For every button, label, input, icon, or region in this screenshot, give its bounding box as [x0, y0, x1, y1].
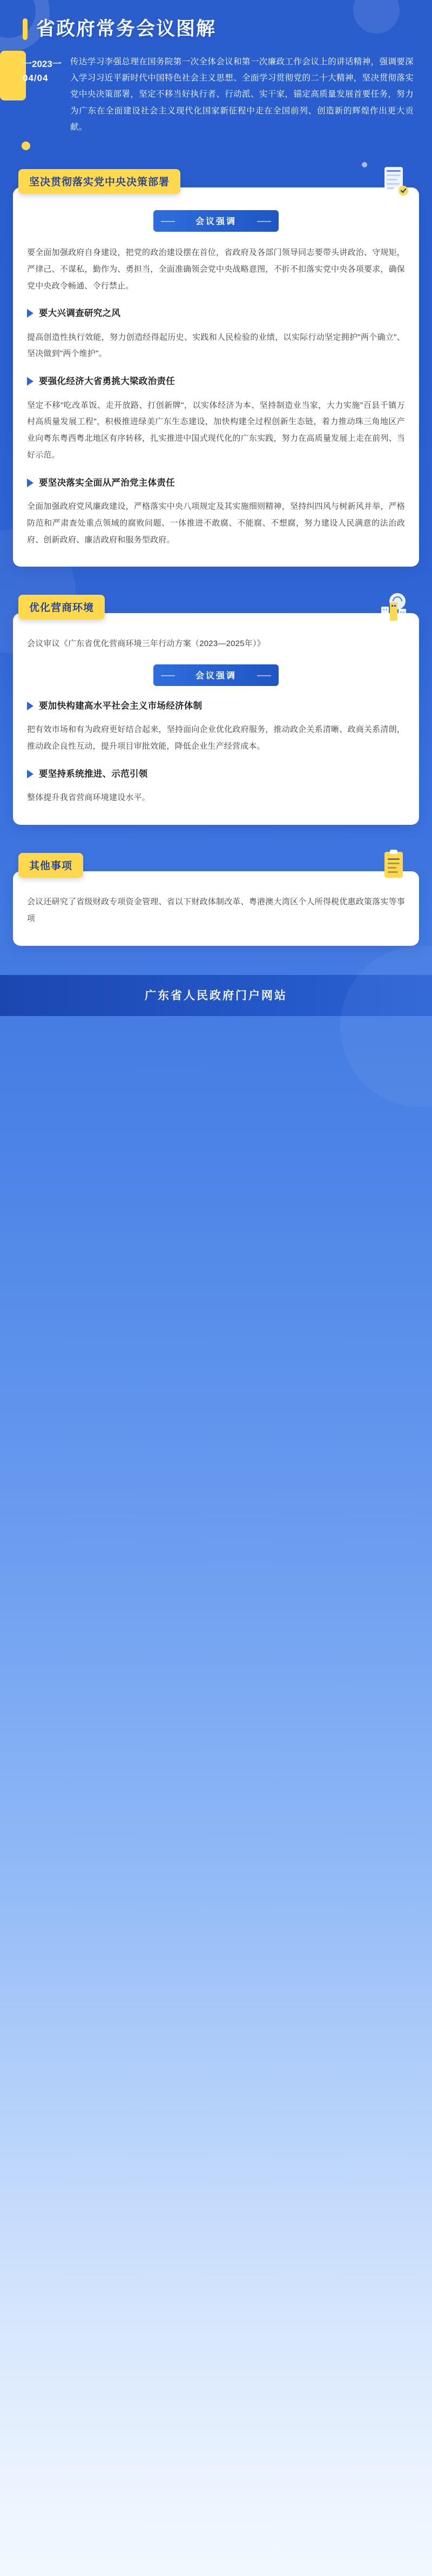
paragraph: 全面加强政府党风廉政建设，严格落实中央八项规定及其实施细则精神，坚持纠四风与树新风并举，严格防范和严肃查处重点领域的腐败问题、一体推进不敢腐、不能腐、不想腐，努力建设人民满意的法治政府、创新政府、廉洁政府和服务型政府。: [27, 502, 405, 544]
date-year: 一2023一: [23, 59, 62, 69]
paragraph: 会议还研究了省级财政专项资金管理、省以下财政体制改革、粤港澳大湾区个人所得税优惠政策落实等事项: [27, 897, 405, 923]
clipboard-icon: [379, 849, 409, 882]
section-title-chip: 优化营商环境: [18, 595, 105, 620]
title-accent-bar: [23, 18, 28, 40]
emphasis-banner: 会议强调: [153, 664, 279, 686]
decor-blob-right: [340, 945, 432, 1107]
page-header: [0, 0, 432, 141]
triangle-bullet-icon: [27, 770, 33, 778]
triangle-bullet-icon: [27, 479, 33, 487]
section-card: [13, 613, 419, 825]
triangle-bullet-icon: [27, 309, 33, 318]
section-card: [13, 871, 419, 946]
subheading-label: 要加快构建高水平社会主义市场经济体制: [39, 701, 202, 711]
section-title-chip: 其他事项: [18, 853, 83, 878]
intro-block: [0, 54, 432, 136]
page-footer: [0, 975, 432, 1016]
section-other-matters: [0, 849, 432, 946]
paragraph: 把有效市场和有为政府更好结合起来，坚持面向企业优化政府服务，推动政企关系清晰、政商关系清朗，推动政企良性互动，提升项目审批效能，降低企业生产经营成本。: [27, 725, 405, 751]
subheading-label: 要坚决落实全面从严治党主体责任: [39, 477, 175, 488]
subheading-label: 要大兴调查研究之风: [39, 308, 121, 319]
paragraph: 坚定不移"吃改革饭、走开放路、打创新牌"，以实体经济为本、坚持制造业当家，大力实施"百县千镇万村高质量发展工程"，积极推进绿美广东生态建设，加快构建全过程创新生态链，着力推动珠三角地区产业向粤东粤西粤北地区有序转移，扎实推进中国式现代化的广东实践，努力在高质量发展上走在前列、当好示范。: [27, 400, 405, 460]
section-header: [0, 590, 432, 624]
section-title-chip: 坚决贯彻落实党中央决策部署: [18, 169, 180, 194]
paragraph: 要全面加强政府自身建设，把党的政治建设摆在首位，省政府及各部门领导同志要带头讲政治、守规矩，严律己、不谋私，勤作为、勇担当，全面准确领会党中央战略意图，不折不扣落实党中央各项要求，确保党中央政令畅通、令行禁止。: [27, 248, 405, 291]
decor-dot-yellow: [22, 142, 30, 150]
triangle-bullet-icon: [27, 702, 33, 710]
section-header: [0, 849, 432, 882]
section-header: [0, 165, 432, 198]
subheading: [27, 476, 405, 490]
subheading: [27, 699, 405, 713]
city-icon: [377, 590, 409, 624]
subheading-label: 要强化经济大省勇挑大梁政治责任: [39, 376, 175, 387]
section-central-decisions: [0, 165, 432, 567]
intro-paragraph: 传达学习李强总理在国务院第一次全体会议和第一次廉政工作会议上的讲话精神，强调要深入学习习近平新时代中国特色社会主义思想、全面学习贯彻党的二十大精神，坚决贯彻落实党中央决策部署，坚定不移当好执行者、行动派、实干家，锚定高质量发展首要任务，努力为广东在全面建设社会主义现代化国家新征程中走在全国前列、创造新的辉煌作出更大贡献。: [70, 57, 414, 132]
section-card: [13, 187, 419, 567]
subheading-label: 要坚持系统推进、示范引领: [39, 769, 148, 779]
footer-site-name: 广东省人民政府门户网站: [145, 989, 287, 1002]
triangle-bullet-icon: [27, 377, 33, 386]
date-badge: [18, 54, 70, 136]
subheading: [27, 306, 405, 320]
date-day: 04/04: [23, 73, 49, 84]
page-title: 省政府常务会议图解: [36, 18, 217, 39]
subheading: [27, 767, 405, 781]
paragraph: 整体提升我省营商环境建设水平。: [27, 793, 151, 803]
document-icon: [379, 165, 409, 198]
title-row: [0, 18, 432, 40]
section-business-environment: [0, 590, 432, 825]
paragraph: 提高创造性执行效能，努力创造经得起历史、实践和人民检验的业绩，以实际行动坚定拥护"两个确立"、坚决做到"两个维护"。: [27, 332, 405, 359]
emphasis-banner: 会议强调: [153, 210, 279, 232]
date-text: [18, 57, 70, 86]
lead-paragraph: 会议审议《广东省优化营商环境三年行动方案（2023—2025年）》: [27, 639, 265, 649]
subheading: [27, 374, 405, 388]
